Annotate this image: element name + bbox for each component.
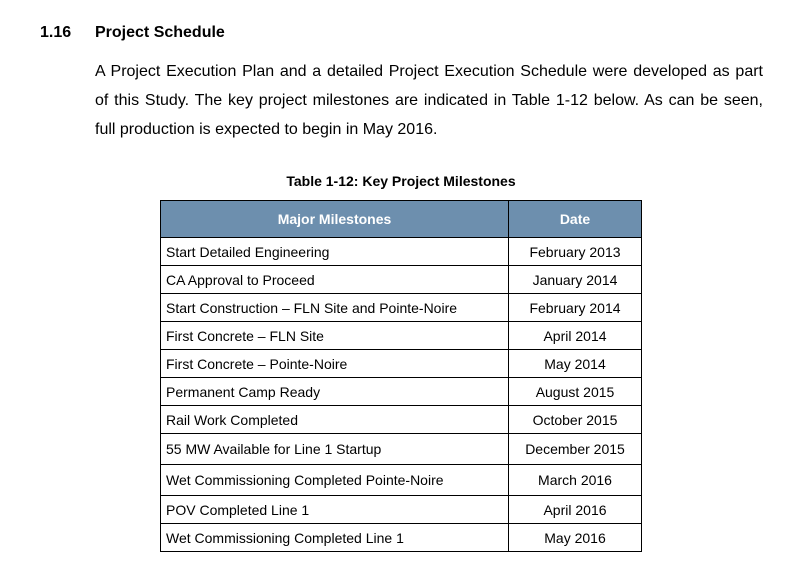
section-title: Project Schedule (95, 24, 225, 41)
body-paragraph: A Project Execution Plan and a detailed Project Execution Schedule were developed as part of this Study. The key project milestones are indicated in Table 1-12 below. As can be seen, full production is expected to begin in May 2016. (95, 63, 763, 138)
header-date: Date (509, 201, 642, 238)
milestone-cell: Start Construction – FLN Site and Pointe-Noire (161, 294, 509, 322)
date-cell: October 2015 (509, 406, 642, 434)
section-heading (40, 24, 225, 42)
table-row (161, 378, 642, 406)
date-cell: February 2013 (509, 238, 642, 266)
date-cell: February 2014 (509, 294, 642, 322)
table-row (161, 238, 642, 266)
milestone-cell: Permanent Camp Ready (161, 378, 509, 406)
date-cell: January 2014 (509, 266, 642, 294)
table-row (161, 524, 642, 552)
table-row (161, 496, 642, 524)
milestone-cell: Wet Commissioning Completed Pointe-Noire (161, 465, 509, 496)
milestone-cell: 55 MW Available for Line 1 Startup (161, 434, 509, 465)
milestone-cell: First Concrete – FLN Site (161, 322, 509, 350)
date-cell: April 2014 (509, 322, 642, 350)
table-row (161, 434, 642, 465)
milestone-cell: Wet Commissioning Completed Line 1 (161, 524, 509, 552)
date-cell: May 2016 (509, 524, 642, 552)
date-cell: December 2015 (509, 434, 642, 465)
table-caption: Table 1-12: Key Project Milestones (286, 173, 516, 189)
date-cell: April 2016 (509, 496, 642, 524)
header-major-milestones: Major Milestones (161, 201, 509, 238)
date-cell: May 2014 (509, 350, 642, 378)
table-row (161, 266, 642, 294)
milestones-table (160, 200, 642, 552)
milestone-cell: Rail Work Completed (161, 406, 509, 434)
table-row (161, 294, 642, 322)
table-row (161, 322, 642, 350)
milestone-cell: CA Approval to Proceed (161, 266, 509, 294)
table-row (161, 350, 642, 378)
table-header-row (161, 201, 642, 238)
date-cell: August 2015 (509, 378, 642, 406)
table-row (161, 406, 642, 434)
milestone-cell: POV Completed Line 1 (161, 496, 509, 524)
table-row (161, 465, 642, 496)
milestone-cell: Start Detailed Engineering (161, 238, 509, 266)
section-number: 1.16 (40, 24, 72, 41)
date-cell: March 2016 (509, 465, 642, 496)
milestone-cell: First Concrete – Pointe-Noire (161, 350, 509, 378)
